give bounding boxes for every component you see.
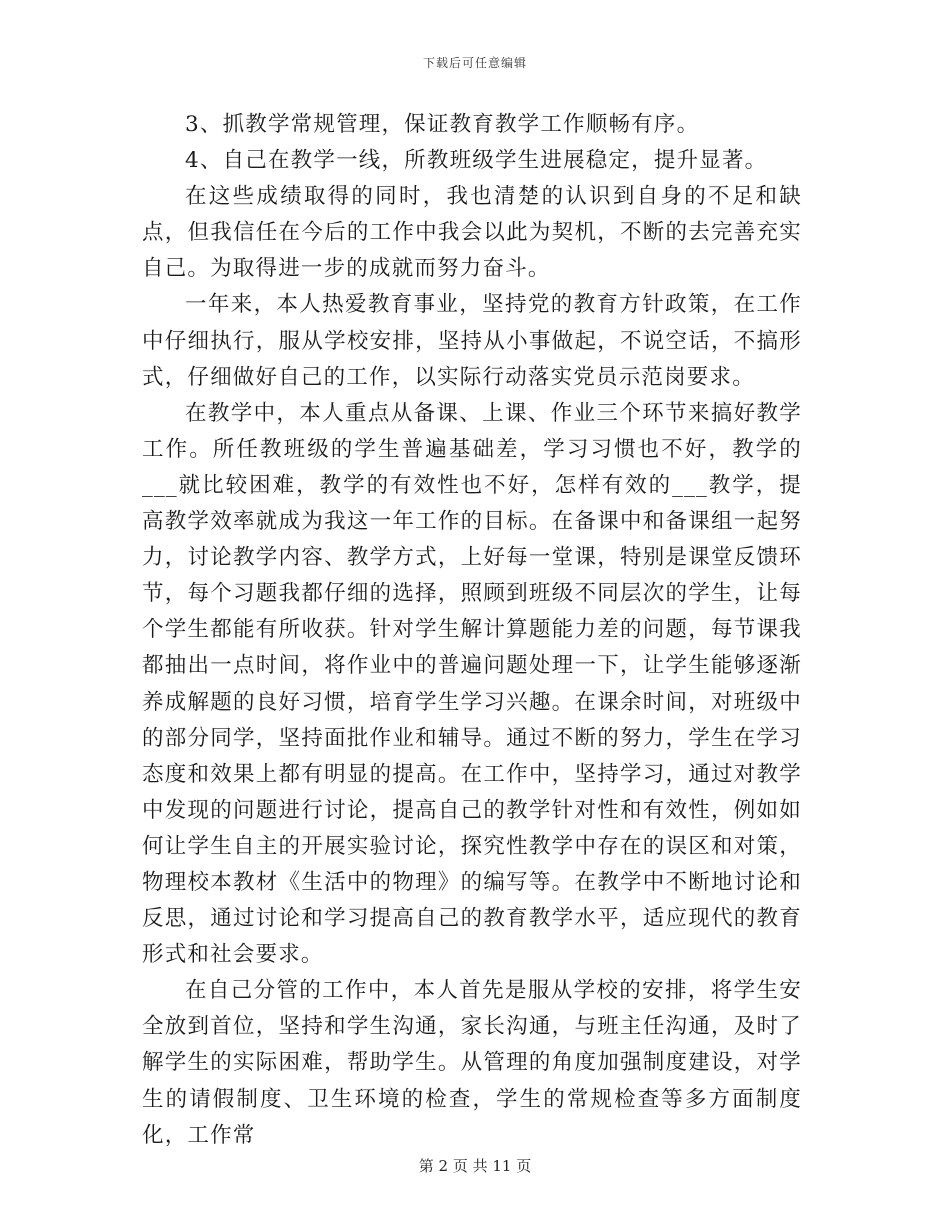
paragraph-teaching: 在教学中，本人重点从备课、上课、作业三个环节来搞好教学工作。所任教班级的学生普遍基础差，学习习惯也不好，教学的___就比较困难，教学的有效性也不好，怎样有效的___教学，提高教学效率就成为我这一年工作的目标。在备课中和备课组一起努力，讨论教学内容、教学方式，上好每一堂课，特别是课堂反馈环节，每个习题我都仔细的选择，照顾到班级不同层次的学生，让每个学生都能有所收获。针对学生解计算题能力差的问题，每节课我都抽出一点时间，将作业中的普遍问题处理一下，让学生能够逐渐养成解题的良好习惯，培育学生学习兴趣。在课余时间，对班级中的部分同学，坚持面批作业和辅导。通过不断的努力，学生在学习态度和效果上都有明显的提高。在工作中，坚持学习，通过对教学中发现的问题进行讨论，提高自己的教学针对性和有效性，例如如何让学生自主的开展实验讨论，探究性教学中存在的误区和对策，物理校本教材《生活中的物理》的编写等。在教学中不断地讨论和反思，通过讨论和学习提高自己的教育教学水平，适应现代的教育形式和社会要求。 xyxy=(142,400,802,968)
paragraph-year-summary: 一年来，本人热爱教育事业，坚持党的教育方针政策，在工作中仔细执行，服从学校安排，坚持从小事做起，不说空话，不搞形式，仔细做好自己的工作，以实际行动落实党员示范岗要求。 xyxy=(142,292,802,390)
paragraph-achievements: 在这些成绩取得的同时，我也清楚的认识到自身的不足和缺点，但我信任在今后的工作中我会以此为契机，不断的去完善充实自己。为取得进一步的成就而努力奋斗。 xyxy=(142,184,802,282)
document-body xyxy=(142,107,802,1154)
paragraph-management: 在自己分管的工作中，本人首先是服从学校的安排，将学生安全放到首位，坚持和学生沟通，家长沟通，与班主任沟通，及时了解学生的实际困难，帮助学生。从管理的角度加强制度建设，对学生的请假制度、卫生环境的检查，学生的常规检查等多方面制度化，工作常 xyxy=(142,978,802,1148)
paragraph-item-4: 4、自己在教学一线，所教班级学生进展稳定，提升显著。 xyxy=(185,148,768,174)
paragraph-item-3: 3、抓教学常规管理，保证教育教学工作顺畅有序。 xyxy=(185,112,700,137)
page-header: 下载后可任意编辑 xyxy=(422,56,527,70)
page-number-footer: 第 2 页 共 11 页 xyxy=(418,1157,532,1175)
